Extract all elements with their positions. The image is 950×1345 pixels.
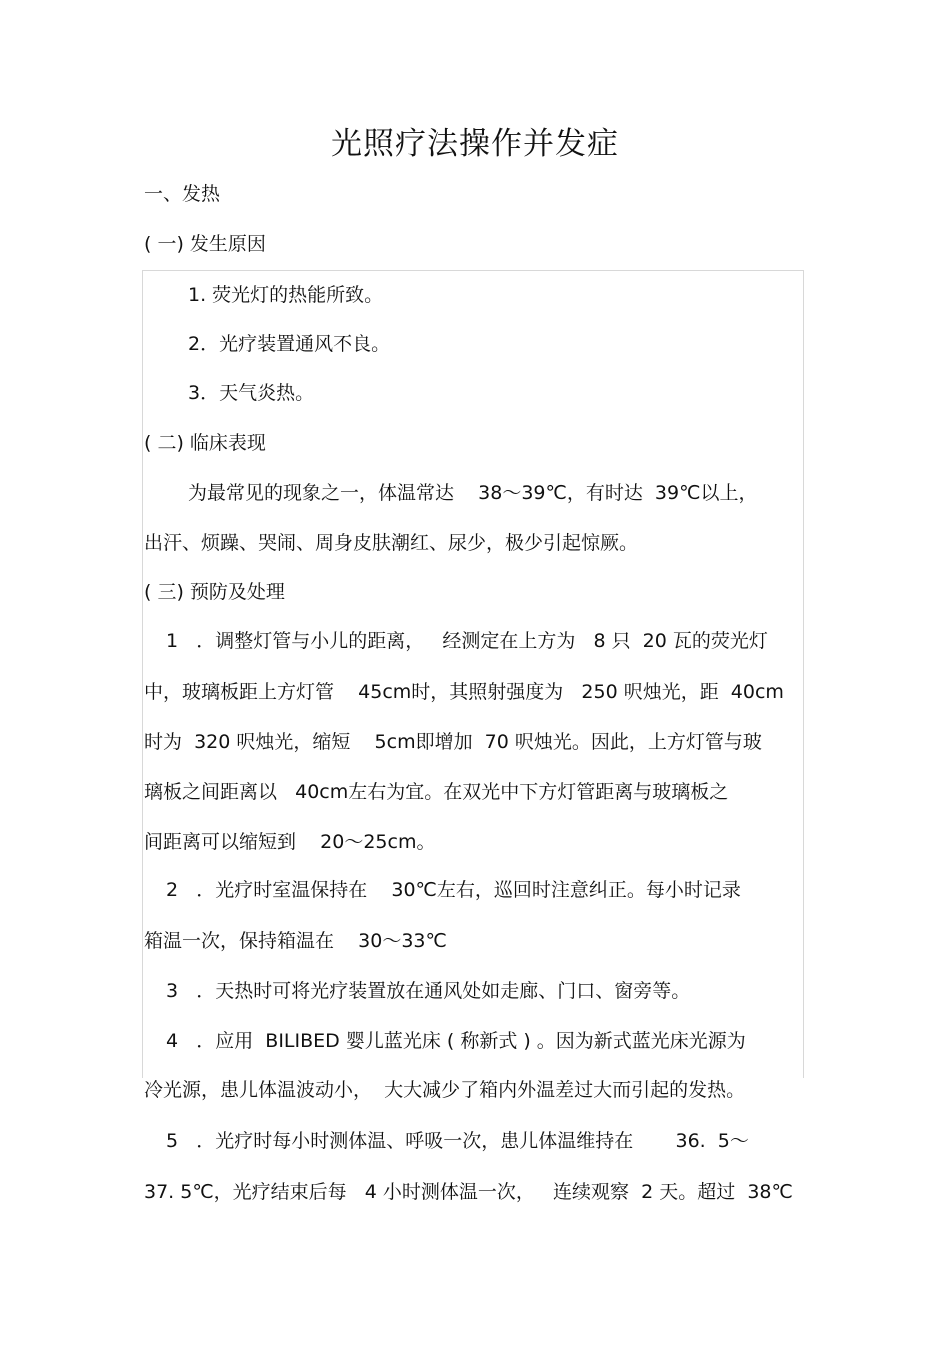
paragraph-line: 冷光源，患儿体温波动小， 大大减少了箱内外温差过大而引起的发热。 [144, 1079, 746, 1101]
paragraph-line: 中，玻璃板距上方灯管 45cm时，其照射强度为 250 呎烛光，距 40cm [144, 681, 784, 703]
section-heading: 一、发热 [144, 183, 221, 205]
list-item: 3．天气炎热。 [188, 382, 315, 404]
paragraph-line: 2 ．光疗时室温保持在 30℃左右，巡回时注意纠正。每小时记录 [166, 879, 741, 901]
paragraph-line: 1 ．调整灯管与小儿的距离， 经测定在上方为 8 只 20 瓦的荧光灯 [166, 630, 768, 652]
paragraph-line: 为最常见的现象之一，体温常达 38～39℃，有时达 39℃以上， [188, 482, 758, 504]
paragraph-line: 间距离可以缩短到 20～25cm。 [144, 831, 436, 853]
subsection-heading: ( 一) 发生原因 [144, 233, 266, 255]
list-item: 1. 荧光灯的热能所致。 [188, 284, 384, 306]
paragraph-line: 4 ．应用 BILIBED 婴儿蓝光床 ( 称新式 ) 。因为新式蓝光床光源为 [166, 1030, 746, 1052]
paragraph-line: 出汗、烦躁、哭闹、周身皮肤潮红、尿少，极少引起惊厥。 [144, 532, 639, 554]
subsection-heading: ( 三) 预防及处理 [144, 581, 285, 603]
paragraph-line: 37. 5℃，光疗结束后每 4 小时测体温一次， 连续观察 2 天。超过 38℃ [144, 1181, 793, 1203]
paragraph-line: 5 ．光疗时每小时测体温、呼吸一次，患儿体温维持在 36. 5～ [166, 1130, 749, 1152]
paragraph-line: 3 ．天热时可将光疗装置放在通风处如走廊、门口、窗旁等。 [166, 980, 691, 1002]
subsection-heading: ( 二) 临床表现 [144, 432, 266, 454]
paragraph-line: 时为 320 呎烛光，缩短 5cm即增加 70 呎烛光。因此，上方灯管与玻 [144, 731, 762, 753]
page-title: 光照疗法操作并发症 [331, 126, 619, 162]
list-item: 2．光疗装置通风不良。 [188, 333, 391, 355]
paragraph-line: 箱温一次，保持箱温在 30～33℃ [144, 930, 447, 952]
paragraph-line: 璃板之间距离以 40cm左右为宜。在双光中下方灯管距离与玻璃板之 [144, 781, 729, 803]
